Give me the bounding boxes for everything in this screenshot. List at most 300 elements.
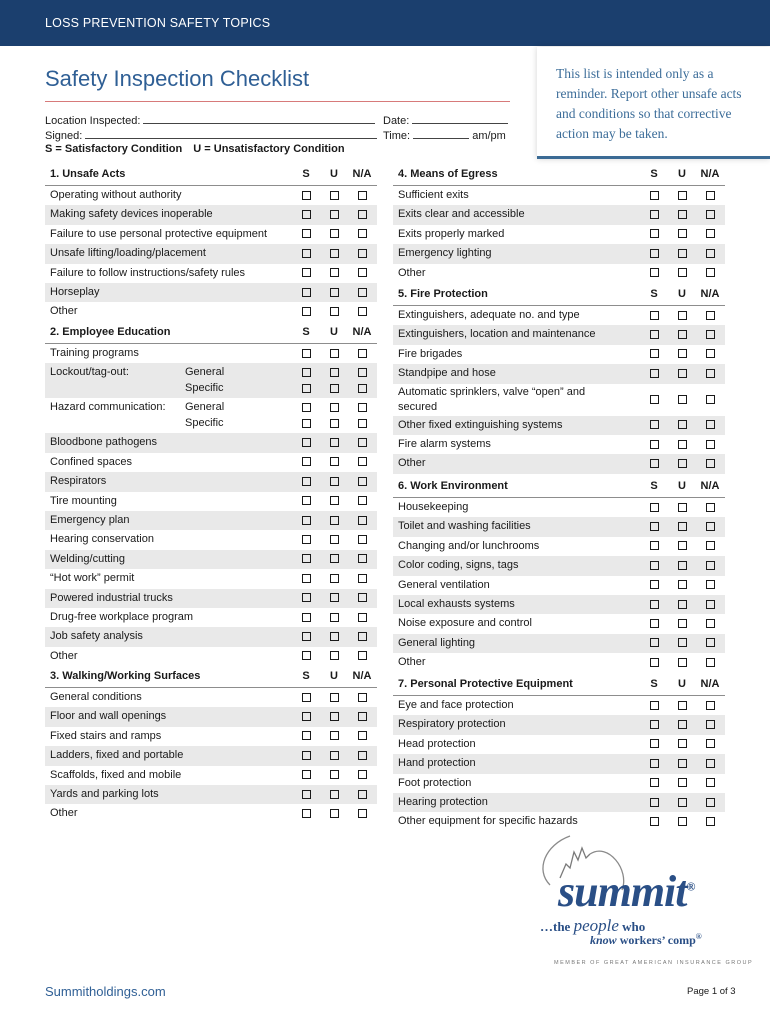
checkbox-s[interactable] [650, 420, 659, 429]
checkbox-na[interactable] [706, 503, 715, 512]
row-label: Unsafe lifting/loading/placement [50, 247, 206, 260]
checkbox-u[interactable] [678, 268, 687, 277]
checkbox-na[interactable] [358, 349, 367, 358]
checkbox-s[interactable] [650, 249, 659, 258]
row-label: General conditions [50, 691, 142, 703]
checkbox-na[interactable] [706, 440, 715, 449]
checkbox-na[interactable] [358, 419, 367, 428]
row-label: Local exhausts systems [398, 597, 515, 610]
checkbox-na[interactable] [706, 522, 715, 531]
checkbox-u[interactable] [678, 249, 687, 258]
checkbox-na[interactable] [706, 600, 715, 609]
checkbox-na[interactable] [358, 712, 367, 721]
checkbox-na[interactable] [706, 249, 715, 258]
checkbox-s[interactable] [302, 419, 311, 428]
checkbox-na[interactable] [706, 191, 715, 200]
checkbox-s[interactable] [302, 731, 311, 740]
col-header-s: S [302, 168, 310, 180]
section-1 [45, 165, 377, 322]
checkbox-s[interactable] [302, 516, 311, 525]
checkbox-na[interactable] [706, 541, 715, 550]
section-title: 1. Unsafe Acts [50, 168, 126, 180]
section-header [393, 285, 725, 306]
section-header [393, 165, 725, 186]
checkbox-na[interactable] [358, 384, 367, 393]
checkbox-na[interactable] [358, 593, 367, 602]
checklist-row [393, 537, 725, 556]
checklist-row [45, 283, 377, 302]
checkbox-u[interactable] [330, 770, 339, 779]
checkbox-s[interactable] [302, 268, 311, 277]
col-header-u: U [678, 168, 686, 180]
section-header [393, 675, 725, 696]
row-label: Floor and wall openings [50, 710, 167, 723]
checkbox-na[interactable] [706, 349, 715, 358]
checklist-row [45, 344, 377, 363]
checkbox-na[interactable] [358, 751, 367, 760]
checklist-row [45, 569, 377, 588]
time-field[interactable] [383, 127, 506, 142]
checklist-row [393, 225, 725, 244]
checklist-row [393, 384, 725, 416]
row-label: Extinguishers, adequate no. and type [398, 309, 580, 321]
checkbox-s[interactable] [302, 535, 311, 544]
checkbox-u[interactable] [678, 658, 687, 667]
date-label: Date: [383, 115, 410, 127]
checkbox-s[interactable] [302, 210, 311, 219]
checkbox-s[interactable] [650, 229, 659, 238]
time-line[interactable] [413, 127, 469, 139]
checkbox-s[interactable] [302, 574, 311, 583]
checkbox-s[interactable] [302, 403, 311, 412]
checkbox-na[interactable] [358, 191, 367, 200]
signed-line[interactable] [85, 127, 377, 139]
checklist-row [393, 812, 725, 831]
checkbox-s[interactable] [302, 288, 311, 297]
checkbox-u[interactable] [678, 541, 687, 550]
checkbox-s[interactable] [302, 712, 311, 721]
checklist-row [45, 186, 377, 205]
checkbox-s[interactable] [650, 191, 659, 200]
checklist-row [393, 634, 725, 653]
checklist-row [393, 364, 725, 383]
row-label: Exits clear and accessible [398, 208, 525, 221]
checklist-row [45, 707, 377, 726]
checklist-row [393, 556, 725, 575]
row-label: Ladders, fixed and portable [50, 749, 184, 762]
col-header-s: S [650, 678, 658, 690]
section-title: 6. Work Environment [398, 480, 508, 492]
checkbox-na[interactable] [358, 770, 367, 779]
section-7 [393, 675, 725, 832]
row-label: Other [398, 656, 426, 669]
checkbox-na[interactable] [358, 438, 367, 447]
row-sub-label: Specific [185, 416, 224, 429]
checkbox-s[interactable] [302, 593, 311, 602]
checkbox-s[interactable] [302, 384, 311, 393]
checkbox-s[interactable] [650, 817, 659, 826]
row-label: Confined spaces [50, 455, 132, 468]
checkbox-s[interactable] [302, 613, 311, 622]
checkbox-u[interactable] [678, 638, 687, 647]
checkbox-u[interactable] [678, 739, 687, 748]
checkbox-u[interactable] [678, 720, 687, 729]
checkbox-na[interactable] [358, 210, 367, 219]
checkbox-s[interactable] [650, 798, 659, 807]
checkbox-s[interactable] [650, 440, 659, 449]
checkbox-u[interactable] [330, 191, 339, 200]
checklist-row [45, 608, 377, 627]
header-bar [0, 0, 770, 46]
checklist-row [45, 766, 377, 785]
col-header-s: S [650, 168, 658, 180]
checklist-row [393, 595, 725, 614]
row-label: General lighting [398, 636, 476, 649]
checkbox-u[interactable] [678, 210, 687, 219]
checkbox-na[interactable] [706, 330, 715, 339]
checkbox-s[interactable] [302, 693, 311, 702]
checkbox-u[interactable] [330, 731, 339, 740]
checkbox-s[interactable] [302, 229, 311, 238]
section-5 [393, 285, 725, 474]
checkbox-s[interactable] [650, 658, 659, 667]
checkbox-na[interactable] [706, 638, 715, 647]
row-label: Welding/cutting [50, 552, 126, 565]
signed-field[interactable] [45, 127, 377, 142]
checklist-row [45, 530, 377, 549]
checkbox-u[interactable] [330, 438, 339, 447]
checklist-row [393, 653, 725, 672]
checklist-row [45, 727, 377, 746]
checkbox-u[interactable] [330, 496, 339, 505]
checkbox-na[interactable] [706, 268, 715, 277]
checkbox-u[interactable] [678, 522, 687, 531]
checkbox-s[interactable] [650, 210, 659, 219]
checkbox-na[interactable] [358, 651, 367, 660]
checkbox-u[interactable] [330, 809, 339, 818]
checkbox-s[interactable] [302, 770, 311, 779]
row-label: Foot protection [398, 776, 472, 789]
row-label: Making safety devices inoperable [50, 208, 213, 221]
checkbox-u[interactable] [678, 395, 687, 404]
section-header [45, 667, 377, 688]
checklist-row [45, 589, 377, 608]
checkbox-s[interactable] [650, 600, 659, 609]
checkbox-u[interactable] [330, 210, 339, 219]
checkbox-u[interactable] [330, 535, 339, 544]
location-line[interactable] [143, 112, 375, 124]
section-4 [393, 165, 725, 283]
checkbox-u[interactable] [330, 457, 339, 466]
checkbox-na[interactable] [358, 535, 367, 544]
checkbox-s[interactable] [650, 311, 659, 320]
checkbox-na[interactable] [358, 731, 367, 740]
checkbox-u[interactable] [678, 798, 687, 807]
checkbox-na[interactable] [358, 790, 367, 799]
checkbox-u[interactable] [330, 554, 339, 563]
checkbox-u[interactable] [330, 307, 339, 316]
checkbox-na[interactable] [706, 778, 715, 787]
reminder-text: This list is intended only as a reminder. Report other unsafe acts and conditions so that corrective action may be taken. [556, 66, 742, 141]
checklist-row [393, 576, 725, 595]
checkbox-u[interactable] [330, 632, 339, 641]
row-label: Hand protection [398, 757, 476, 770]
checkbox-s[interactable] [650, 349, 659, 358]
checkbox-s[interactable] [650, 739, 659, 748]
checkbox-u[interactable] [330, 790, 339, 799]
checkbox-s[interactable] [302, 632, 311, 641]
row-label: Other [398, 266, 426, 279]
checkbox-s[interactable] [650, 522, 659, 531]
checkbox-na[interactable] [358, 307, 367, 316]
checklist-row [393, 498, 725, 517]
checkbox-na[interactable] [706, 619, 715, 628]
checkbox-u[interactable] [330, 477, 339, 486]
section-title: 7. Personal Protective Equipment [398, 678, 573, 690]
checkbox-u[interactable] [330, 574, 339, 583]
logo-wordmark: summit® [558, 867, 695, 916]
checkbox-u[interactable] [678, 191, 687, 200]
checkbox-u[interactable] [678, 619, 687, 628]
checkbox-na[interactable] [358, 496, 367, 505]
checkbox-na[interactable] [358, 288, 367, 297]
checkbox-s[interactable] [650, 580, 659, 589]
checkbox-s[interactable] [302, 477, 311, 486]
checklist-row [45, 205, 377, 224]
checkbox-s[interactable] [650, 759, 659, 768]
checkbox-u[interactable] [330, 403, 339, 412]
row-sub-label: General [185, 401, 225, 414]
checkbox-u[interactable] [330, 693, 339, 702]
row-label: Fixed stairs and ramps [50, 729, 162, 742]
checkbox-s[interactable] [650, 330, 659, 339]
checkbox-s[interactable] [650, 541, 659, 550]
summit-logo [530, 830, 730, 965]
checkbox-s[interactable] [650, 395, 659, 404]
checkbox-u[interactable] [330, 268, 339, 277]
checkbox-na[interactable] [706, 759, 715, 768]
checkbox-u[interactable] [330, 593, 339, 602]
checklist-row [45, 627, 377, 646]
checkbox-u[interactable] [330, 751, 339, 760]
checkbox-na[interactable] [358, 693, 367, 702]
checkbox-s[interactable] [650, 459, 659, 468]
checkbox-na[interactable] [358, 477, 367, 486]
row-label: Failure to use personal protective equipment [50, 227, 268, 240]
row-label: Powered industrial trucks [50, 591, 173, 604]
checkbox-s[interactable] [302, 249, 311, 258]
row-label: Color coding, signs, tags [398, 559, 519, 572]
checkbox-u[interactable] [678, 817, 687, 826]
col-header-s: S [650, 480, 658, 492]
checkbox-s[interactable] [302, 809, 311, 818]
checkbox-s[interactable] [650, 701, 659, 710]
checklist-row [45, 746, 377, 765]
row-label: Other [398, 457, 426, 470]
checkbox-u[interactable] [330, 613, 339, 622]
checkbox-u[interactable] [330, 349, 339, 358]
checklist-row [393, 205, 725, 224]
checkbox-u[interactable] [330, 368, 339, 377]
checkbox-na[interactable] [706, 420, 715, 429]
checkbox-u[interactable] [678, 440, 687, 449]
checkbox-s[interactable] [302, 368, 311, 377]
row-label: Operating without authority [50, 189, 182, 201]
checkbox-na[interactable] [358, 516, 367, 525]
checkbox-na[interactable] [358, 229, 367, 238]
checkbox-na[interactable] [358, 809, 367, 818]
title-divider [45, 101, 510, 102]
col-header-u: U [678, 678, 686, 690]
col-header-na: N/A [352, 326, 372, 338]
checkbox-u[interactable] [330, 229, 339, 238]
checkbox-na[interactable] [706, 701, 715, 710]
checkbox-u[interactable] [678, 311, 687, 320]
checkbox-na[interactable] [706, 817, 715, 826]
checklist-row [393, 416, 725, 435]
col-header-u: U [678, 480, 686, 492]
legend-satisfactory: S = Satisfactory Condition [45, 143, 183, 155]
page-title: Safety Inspection Checklist [45, 66, 310, 91]
row-label: Other [50, 649, 78, 662]
section-title: 2. Employee Education [50, 326, 171, 338]
checkbox-na[interactable] [358, 403, 367, 412]
row-label: Fire brigades [398, 347, 463, 360]
checkbox-u[interactable] [678, 330, 687, 339]
checkbox-u[interactable] [330, 288, 339, 297]
row-label: Noise exposure and control [398, 617, 532, 630]
checkbox-u[interactable] [678, 459, 687, 468]
checkbox-u[interactable] [330, 249, 339, 258]
checkbox-s[interactable] [302, 790, 311, 799]
checkbox-s[interactable] [302, 349, 311, 358]
checkbox-na[interactable] [706, 369, 715, 378]
row-label: Drug-free workplace program [50, 610, 194, 623]
checkbox-s[interactable] [302, 751, 311, 760]
footer-website-link[interactable]: Summitholdings.com [45, 984, 166, 999]
checkbox-na[interactable] [706, 395, 715, 404]
location-field[interactable] [45, 112, 375, 127]
row-label: Bloodbone pathogens [50, 436, 158, 449]
checklist-row [393, 264, 725, 283]
checklist-row [393, 793, 725, 812]
checkbox-u[interactable] [678, 701, 687, 710]
section-header [393, 477, 725, 498]
checkbox-s[interactable] [302, 191, 311, 200]
checkbox-na[interactable] [706, 580, 715, 589]
checkbox-na[interactable] [358, 249, 367, 258]
section-header [45, 165, 377, 186]
col-header-s: S [302, 670, 310, 682]
checkbox-u[interactable] [678, 561, 687, 570]
checkbox-na[interactable] [706, 739, 715, 748]
checkbox-u[interactable] [330, 516, 339, 525]
date-field[interactable] [383, 112, 508, 127]
checkbox-u[interactable] [330, 384, 339, 393]
checklist-row [45, 225, 377, 244]
checkbox-s[interactable] [302, 457, 311, 466]
checkbox-s[interactable] [650, 268, 659, 277]
col-header-u: U [330, 326, 338, 338]
checkbox-na[interactable] [706, 658, 715, 667]
checkbox-na[interactable] [706, 720, 715, 729]
checkbox-s[interactable] [650, 503, 659, 512]
checkbox-na[interactable] [358, 574, 367, 583]
row-label: Other [50, 305, 78, 318]
row-sub-label: Specific [185, 381, 224, 394]
checkbox-na[interactable] [358, 268, 367, 277]
col-header-na: N/A [700, 678, 720, 690]
row-label: Scaffolds, fixed and mobile [50, 768, 182, 781]
checklist-row [393, 774, 725, 793]
section-title: 3. Walking/Working Surfaces [50, 670, 201, 682]
checkbox-s[interactable] [302, 307, 311, 316]
checkbox-na[interactable] [706, 229, 715, 238]
section-6 [393, 477, 725, 673]
checkbox-na[interactable] [706, 311, 715, 320]
checkbox-u[interactable] [678, 759, 687, 768]
checkbox-u[interactable] [678, 600, 687, 609]
checkbox-s[interactable] [302, 651, 311, 660]
checklist-row [393, 435, 725, 454]
checkbox-u[interactable] [678, 778, 687, 787]
checkbox-s[interactable] [650, 720, 659, 729]
checkbox-u[interactable] [330, 651, 339, 660]
checkbox-s[interactable] [650, 619, 659, 628]
row-label: Other [50, 807, 78, 820]
checkbox-na[interactable] [706, 210, 715, 219]
checkbox-na[interactable] [358, 457, 367, 466]
row-label: Fire alarm systems [398, 437, 491, 450]
checkbox-na[interactable] [706, 798, 715, 807]
checklist-row [45, 363, 377, 398]
row-label: “Hot work” permit [50, 572, 135, 585]
checkbox-s[interactable] [650, 561, 659, 570]
checkbox-na[interactable] [706, 459, 715, 468]
checkbox-s[interactable] [650, 778, 659, 787]
checkbox-u[interactable] [330, 712, 339, 721]
checkbox-s[interactable] [650, 638, 659, 647]
row-label: Toilet and washing facilities [398, 520, 531, 533]
checkbox-u[interactable] [678, 580, 687, 589]
row-label: Sufficient exits [398, 189, 469, 201]
checkbox-na[interactable] [358, 632, 367, 641]
checkbox-u[interactable] [678, 369, 687, 378]
date-line[interactable] [412, 112, 508, 124]
checkbox-u[interactable] [678, 420, 687, 429]
checkbox-s[interactable] [650, 369, 659, 378]
checklist-row [393, 614, 725, 633]
checkbox-u[interactable] [678, 349, 687, 358]
checkbox-na[interactable] [358, 554, 367, 563]
checklist-row [45, 264, 377, 283]
row-label: Emergency plan [50, 513, 130, 526]
checkbox-na[interactable] [358, 368, 367, 377]
checkbox-s[interactable] [302, 554, 311, 563]
checkbox-s[interactable] [302, 496, 311, 505]
row-label: Failure to follow instructions/safety rules [50, 266, 246, 279]
checkbox-s[interactable] [302, 438, 311, 447]
checkbox-na[interactable] [358, 613, 367, 622]
checkbox-u[interactable] [678, 229, 687, 238]
col-header-s: S [302, 326, 310, 338]
col-header-s: S [650, 288, 658, 300]
checkbox-na[interactable] [706, 561, 715, 570]
checklist-row [45, 433, 377, 452]
checkbox-u[interactable] [678, 503, 687, 512]
checkbox-u[interactable] [330, 419, 339, 428]
checklist-row [393, 715, 725, 734]
